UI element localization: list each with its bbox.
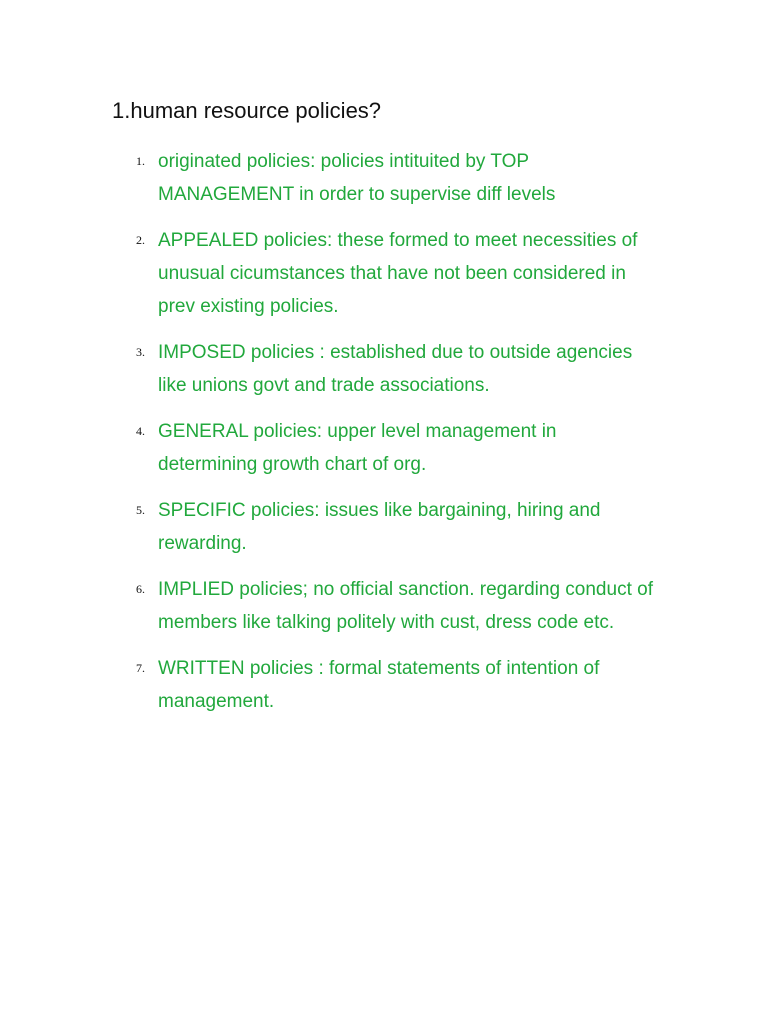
- list-item-number: 1.: [136, 154, 145, 168]
- list-item-number: 3.: [136, 345, 145, 359]
- list-item-number: 6.: [136, 582, 145, 596]
- page-title: 1.human resource policies?: [112, 98, 382, 123]
- list-item-text: IMPOSED policies : established due to outside agencies like unions govt and trade associations.: [158, 342, 633, 396]
- list-item-text: IMPLIED policies; no official sanction. regarding conduct of members like talking politely with cust, dress code etc.: [158, 579, 653, 633]
- list-item-text: originated policies: policies intituited by TOP MANAGEMENT in order to supervise diff levels: [158, 151, 556, 205]
- list-item: [0, 573, 768, 639]
- list-item-text: APPEALED policies: these formed to meet necessities of unusual cicumstances that have not been considered in prev existing policies.: [158, 230, 638, 317]
- list-item-text: WRITTEN policies : formal statements of intention of management.: [158, 658, 600, 712]
- list-item: [0, 652, 768, 718]
- list-item-text: SPECIFIC policies: issues like bargaining, hiring and rewarding.: [158, 500, 601, 554]
- list-item: [0, 145, 768, 211]
- list-item-number: 4.: [136, 424, 145, 438]
- list-item: [0, 494, 768, 560]
- policy-list: [0, 145, 768, 731]
- list-item: [0, 415, 768, 481]
- list-item: [0, 336, 768, 402]
- list-item: [0, 224, 768, 323]
- list-item-text: GENERAL policies: upper level management in determining growth chart of org.: [158, 421, 557, 475]
- list-item-number: 5.: [136, 503, 145, 517]
- list-item-number: 2.: [136, 233, 145, 247]
- list-item-number: 7.: [136, 661, 145, 675]
